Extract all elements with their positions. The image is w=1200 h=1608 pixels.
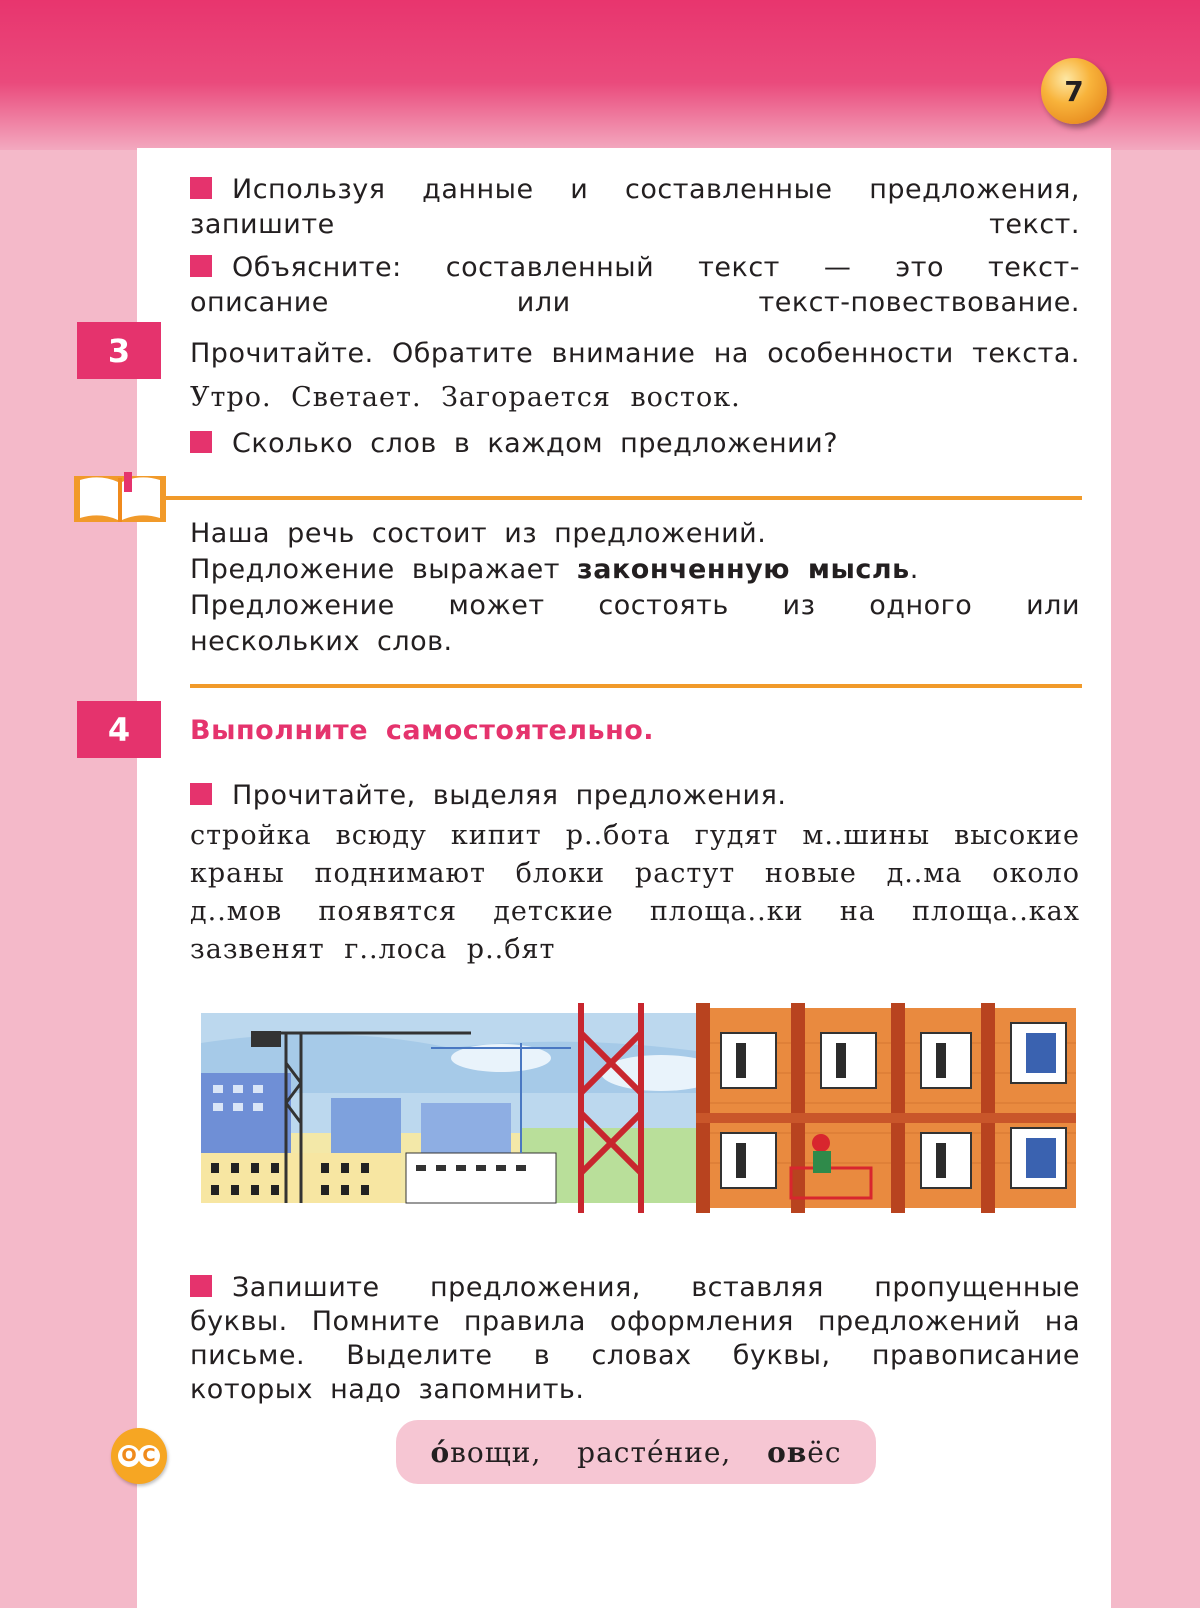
page-number: 7 <box>1041 58 1107 124</box>
task4-write-instruction: Запишите предложения, вставляя пропущенные буквы. Помните правила оформления предложений на письме. Выделите в словах буквы, правописание которых надо запомнить. <box>190 1272 1080 1405</box>
bullet-square-icon <box>190 177 212 199</box>
rule-bottom-line <box>190 684 1082 688</box>
instruction-explain: Объясните: составленный текст — это текст-описание или текст-повествование. <box>190 252 1080 318</box>
bullet-square-icon <box>190 1275 212 1297</box>
bullet-square-icon <box>190 783 212 805</box>
task-number-4: 4 <box>77 701 161 758</box>
instruction-write-text: Используя данные и составленные предложения, запишите текст. <box>190 174 1080 240</box>
open-book-icon <box>74 470 166 526</box>
vocab-word-rastenie: расте́ние, <box>577 1435 732 1469</box>
top-band <box>0 0 1200 150</box>
vocabulary-words-box <box>396 1420 876 1484</box>
construction-illustration <box>191 1003 1081 1213</box>
rule-line-3: Предложение может состоять из одного или нескольких слов. <box>190 590 1080 657</box>
task4-heading: Выполните самостоятельно. <box>190 715 655 746</box>
rule-line-1: Наша речь состоит из предложений. <box>190 518 767 549</box>
rule-bold-phrase: законченную мысль <box>577 554 910 585</box>
vocab-word-ovoshchi: о́вощи, <box>430 1435 542 1469</box>
task-number-3: 3 <box>77 322 161 379</box>
task3-question: Сколько слов в каждом предложении? <box>190 426 1080 461</box>
bullet-square-icon <box>190 255 212 277</box>
bullet-square-icon <box>190 431 212 453</box>
task3-example: Утро. Светает. Загорается восток. <box>190 382 741 413</box>
task3-instruction: Прочитайте. Обратите внимание на особенности текста. <box>190 338 1080 369</box>
task4-instruction: Прочитайте, выделяя предложения. <box>190 778 1080 813</box>
task4-text: стройка всюду кипит р..бота гудят м..шины высокие краны поднимают блоки растут новые д..ма около д..мов появятся детские площа..ки на площа..ках зазвенят г..лоса р..бят <box>190 820 1080 965</box>
spelling-oc-icon: О С <box>111 1428 167 1484</box>
rule-line-2: Предложение выражает законченную мысль. <box>190 554 919 585</box>
rule-top-line <box>162 496 1082 500</box>
vocab-word-oves: овёс <box>767 1435 842 1469</box>
